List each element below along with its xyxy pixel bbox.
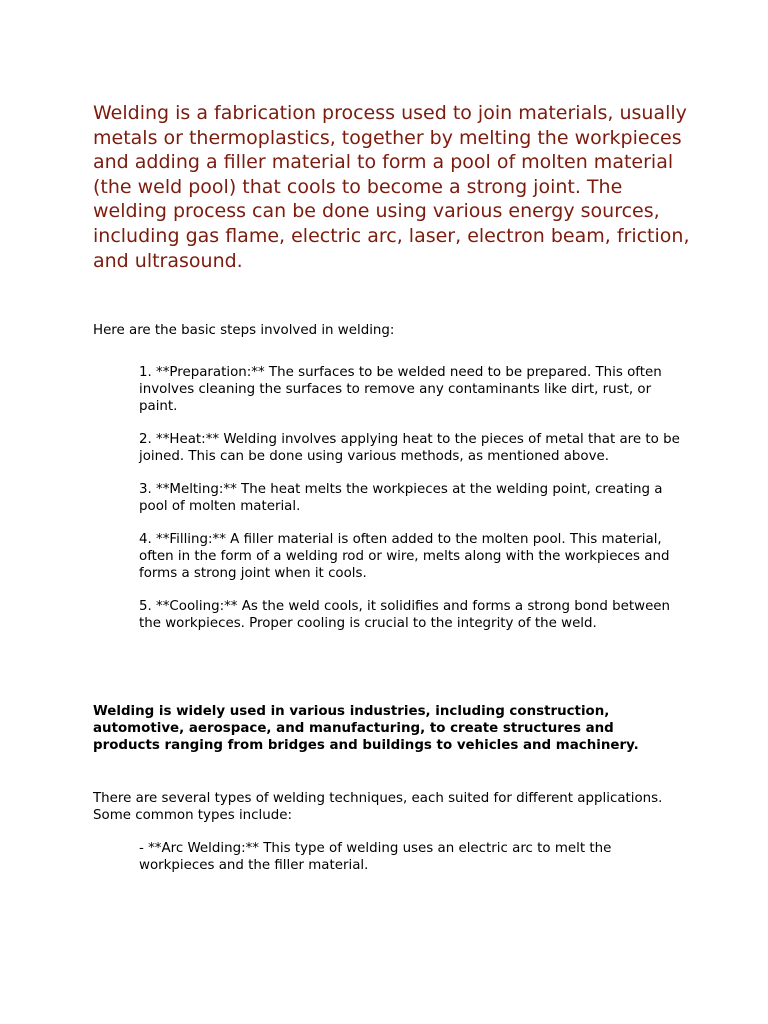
step-cooling: 5. **Cooling:** As the weld cools, it solidifies and forms a strong bond between the workpieces. Proper cooling is crucial to the integrity of the weld. [139,599,671,631]
types-list [139,840,684,874]
steps-intro-text: Here are the basic steps involved in welding: [93,323,395,338]
step-preparation: 1. **Preparation:** The surfaces to be welded need to be prepared. This often involves cleaning the surfaces to remove any contaminants like dirt, rust, or paint. [139,365,662,414]
types-intro-text: There are several types of welding techniques, each suited for different applications. Some common types include: [93,791,663,823]
intro-paragraph: Welding is a fabrication process used to join materials, usually metals or thermoplastics, together by melting the workpieces and adding a filler material to form a pool of molten material (the weld pool) that cools to become a strong joint. The welding process can be done using various energy sources, including gas flame, electric arc, laser, electron beam, friction, and ultrasound. [93,102,690,272]
step-melting: 3. **Melting:** The heat melts the workpieces at the welding point, creating a pool of molten material. [139,482,663,514]
steps-list [139,364,684,648]
step-filling: 4. **Filling:** A filler material is often added to the molten pool. This material, often in the form of a welding rod or wire, melts along with the workpieces and forms a strong joint when it cools. [139,532,670,581]
type-arc-welding: - **Arc Welding:** This type of welding uses an electric arc to melt the workpieces and the filler material. [139,841,612,873]
industries-paragraph: Welding is widely used in various industries, including construction, automotive, aerospace, and manufacturing, to create structures and products ranging from bridges and buildings to vehicles and machinery. [93,704,639,753]
step-heat: 2. **Heat:** Welding involves applying heat to the pieces of metal that are to be joined. This can be done using various methods, as mentioned above. [139,432,680,464]
